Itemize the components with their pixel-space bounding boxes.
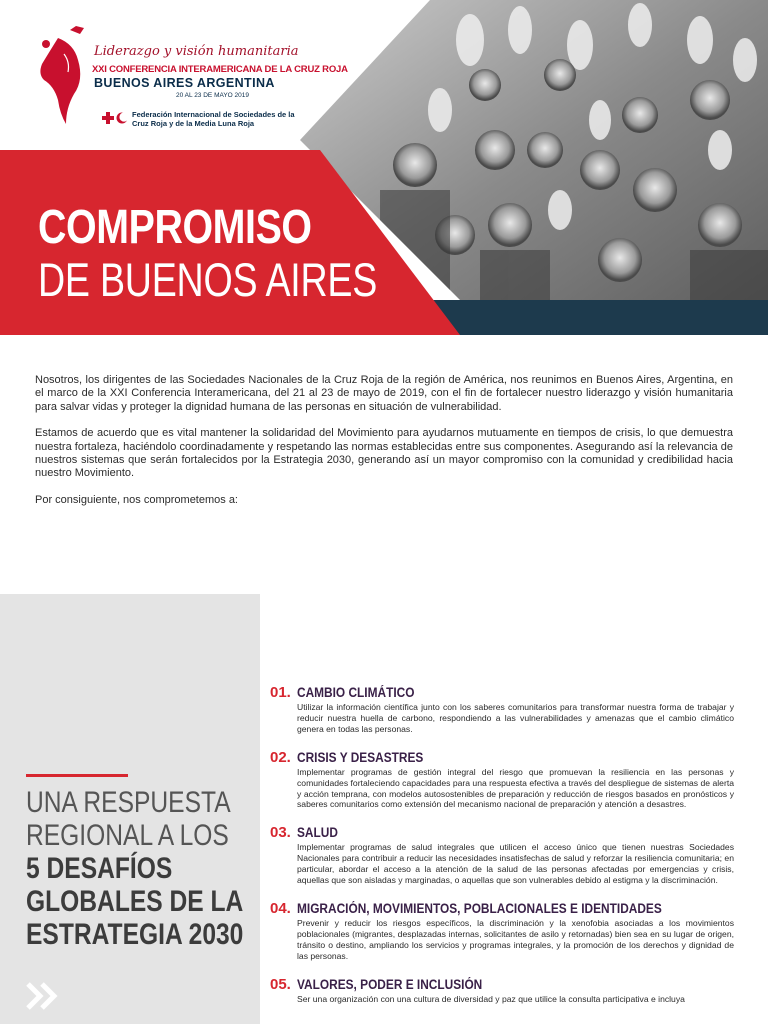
challenge-title: MIGRACIÓN, MOVIMIENTOS, POBLACIONALES E IDENTIDADES — [297, 900, 662, 916]
conference-logo — [36, 24, 348, 134]
logo-conference: XXI CONFERENCIA INTERAMERICANA DE LA CRUZ ROJA — [92, 64, 348, 75]
challenge-title: CAMBIO CLIMÁTICO — [297, 685, 415, 700]
challenge-item — [270, 976, 734, 1005]
page-title — [38, 202, 462, 306]
americas-figure-logo — [36, 24, 96, 134]
intro-text — [35, 374, 733, 520]
challenges-list — [270, 684, 734, 1019]
challenge-number: 01. — [270, 684, 291, 701]
panel-line-4: GLOBALES DE LA — [26, 885, 244, 918]
challenge-body: Implementar programas de salud integrales que utilicen el acceso único que tienen nuestras Sociedades Nacionales para contribuir a reducir las necesidades insatisfechas de salud y reforzar la resiliencia comunitaria; en particular, abordar el acceso a la atención de la salud de las personas afectadas por emergencias y crisis, aquellas que son aisladas y marginadas, o aquellas que son vulnerables debido al estigma y la discriminación. — [297, 842, 734, 886]
intro-paragraph-2: Estamos de acuerdo que es vital mantener la solidaridad del Movimiento para ayudarnos mutuamente en tiempos de crisis, lo que demuestra nuestra fortaleza, haciéndolo coordinadamente y respetando las normas establecidas entre sus componentes. Asegurando así la relevancia de nuestros sistemas que serán fortalecidos por la Estrategia 2030, generando así un mayor compromiso con la comunidad y credibilidad hacia nuestro Movimiento. — [35, 427, 733, 480]
title-line-1: COMPROMISO — [38, 201, 312, 254]
red-crescent-icon — [116, 112, 128, 124]
title-line-2: DE BUENOS AIRES — [38, 253, 378, 306]
challenge-item — [270, 749, 734, 811]
challenge-item — [270, 684, 734, 735]
logo-dates: 20 AL 23 DE MAYO 2019 — [176, 92, 249, 99]
challenge-body: Ser una organización con una cultura de diversidad y paz que utilice la consulta participativa e incluya — [297, 993, 685, 1004]
challenge-title: CRISIS Y DESASTRES — [297, 749, 424, 765]
challenge-number: 02. — [270, 748, 291, 766]
logo-city: BUENOS AIRES ARGENTINA — [94, 76, 275, 90]
logo-slogan: Liderazgo y visión humanitaria — [94, 44, 299, 59]
red-divider — [26, 774, 128, 777]
challenge-number: 05. — [270, 975, 291, 993]
challenge-body: Utilizar la información científica junto con los saberes comunitarios para transformar nuestra forma de trabajar y reducir nuestra huella de carbono, respondiendo a las vulnerabilidades y amenazas que el cambio climático genera en todas las personas. — [297, 702, 734, 734]
intro-paragraph-1: Nosotros, los dirigentes de las Sociedades Nacionales de la Cruz Roja de la región de América, nos reunimos en Buenos Aires, Argentina, en el marco de la XXI Conferencia Interamericana, del 21 al 23 de mayo de 2019, con el fin de fortalecer nuestro liderazgo y visión humanitaria para salvar vidas y proteger la dignidad humana de las personas en situación de vulnerabilidad. — [35, 374, 733, 413]
challenge-title: SALUD — [297, 825, 338, 841]
panel-line-2: REGIONAL A LOS — [26, 819, 229, 852]
intro-paragraph-3: Por consiguiente, nos comprometemos a: — [35, 493, 238, 506]
challenge-body: Prevenir y reducir los riesgos específicos, la discriminación y la xenofobia asociadas a los movimientos poblacionales (migrantes, desplazadas internas, solicitantes de asilo y retornadas) bien sea en su lugar de origen, tránsito o destino, ampliando los servicios y programas integrales, y la promoción de los derechos y dignidad de las personas. — [297, 917, 734, 961]
logo-federation: Federación Internacional de Sociedades de la Cruz Roja y de la Media Luna Roja — [132, 110, 295, 128]
side-panel-heading — [26, 786, 256, 951]
challenge-number: 04. — [270, 899, 291, 917]
panel-line-3: 5 DESAFÍOS — [26, 852, 173, 885]
challenge-number: 03. — [270, 824, 291, 842]
panel-line-5: ESTRATEGIA 2030 — [26, 918, 244, 951]
red-cross-icon — [102, 112, 114, 124]
challenge-title: VALORES, PODER E INCLUSIÓN — [297, 976, 483, 992]
challenge-body: Implementar programas de gestión integral del riesgo que promuevan la resiliencia en las personas y comunidades fortaleciendo capacidades para una respuesta efectiva a través del despliegue de sistemas de alerta y acción temprana, con modelos autosostenibles de preparación y reducción de riesgos basados en pronósticos y saberes comunitarios como extensión del mecanismo nacional de preparación y atención a desastres. — [297, 766, 734, 810]
panel-line-1: UNA RESPUESTA — [26, 786, 231, 819]
challenge-item — [270, 900, 734, 962]
double-chevron-right-icon — [26, 978, 62, 1014]
challenge-item — [270, 824, 734, 886]
hero-banner — [0, 0, 768, 335]
